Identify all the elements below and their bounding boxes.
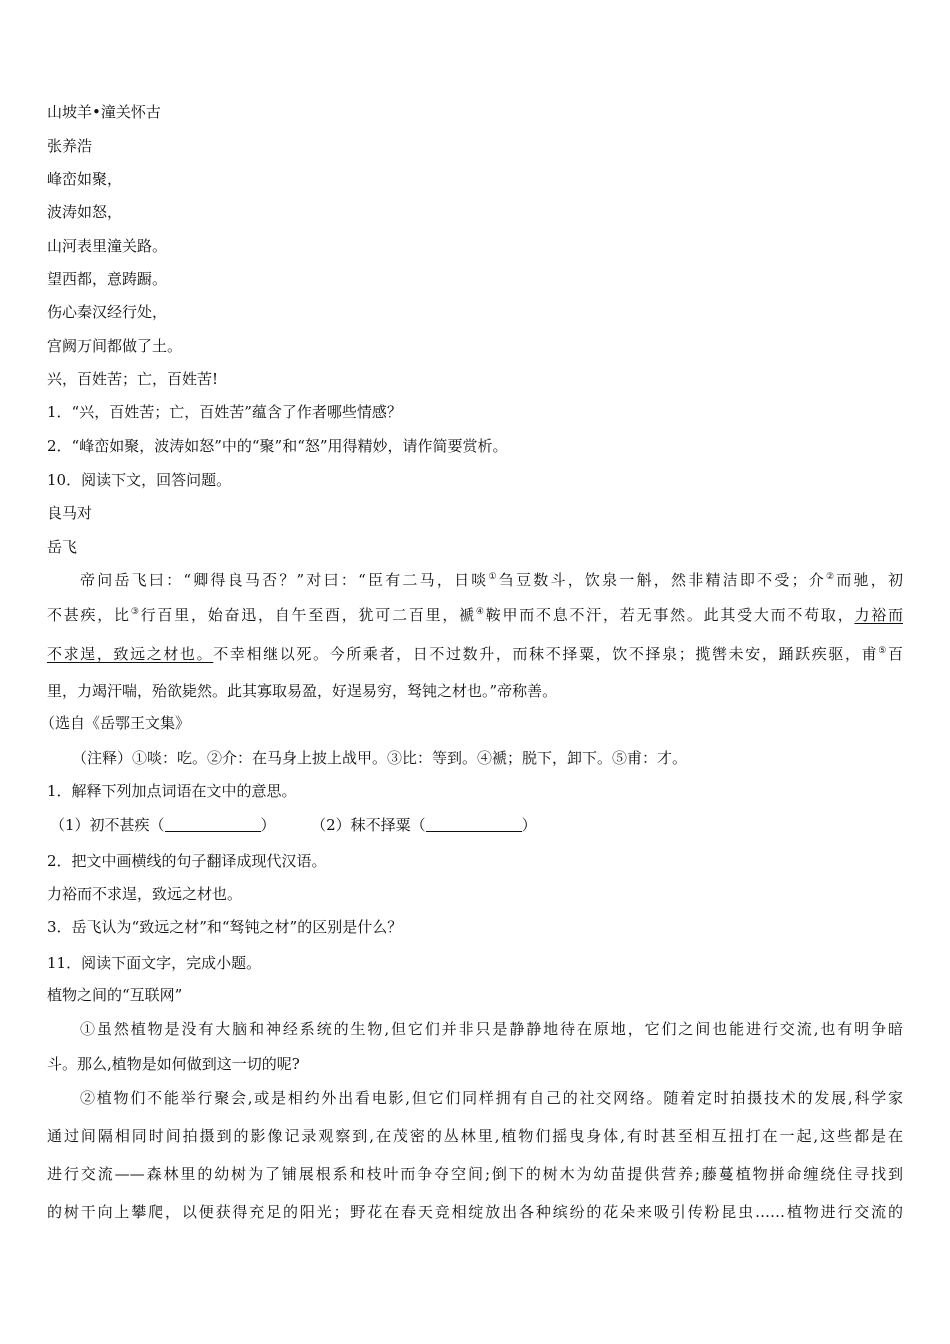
annotation: （注释）①啖：吃。②介：在马身上披上战甲。③比：等到。④褫；脱下，卸下。⑤甫：才。 bbox=[72, 749, 688, 767]
poem-question-2: 2．“峰峦如聚，波涛如怒”中的“聚”和“怒”用得精妙，请作简要赏析。 bbox=[47, 437, 508, 455]
poem-line: 波涛如怒， bbox=[47, 203, 123, 221]
passage-line: 不求逞，致远之材也。不幸相继以死。今所乘者，日不过数升，而秣不择粟，饮不择泉；揽辔未安，踊跃疾驱，甫⑤百 bbox=[47, 645, 903, 663]
q11-heading: 11．阅读下面文字，完成小题。 bbox=[47, 954, 262, 972]
poem-line: 宫阙万间都做了土。 bbox=[47, 337, 183, 355]
fill-in-blanks: （1）初不甚疾（ ） （2）秣不择粟（ ） bbox=[50, 816, 537, 834]
source-note: （选自《岳鄂王文集》 bbox=[40, 714, 191, 732]
passage-line: 里，力竭汗喘，殆欲毙然。此其寡取易盈，好逞易穷，驽钝之材也。”帝称善。 bbox=[47, 682, 558, 700]
q10-title: 良马对 bbox=[47, 504, 93, 522]
poem-line: 兴，百姓苦；亡，百姓苦! bbox=[47, 370, 219, 388]
poem-question-1: 1．“兴，百姓苦；亡，百姓苦”蕴含了作者哪些情感？ bbox=[47, 403, 402, 421]
passage-line: 斗。那么,植物是如何做到这一切的呢? bbox=[47, 1055, 300, 1073]
answer-blank-2[interactable] bbox=[426, 817, 522, 832]
poem-author: 张养浩 bbox=[47, 137, 93, 155]
q10-author: 岳飞 bbox=[47, 538, 78, 556]
poem-line: 山河表里潼关路。 bbox=[47, 237, 168, 255]
footnote-mark: ② bbox=[826, 572, 837, 582]
passage-line: 的树干向上攀爬，以便获得充足的阳光；野花在春天竞相绽放出各种缤纷的花朵来吸引传粉昆虫……植物进行交流的 bbox=[47, 1203, 903, 1221]
q10-question-3: 3．岳飞认为“致远之材”和“驽钝之材”的区别是什么？ bbox=[47, 918, 403, 936]
passage-line: ①虽然植物是没有大脑和神经系统的生物,但它们并非只是静静地待在原地，它们之间也能进行交流,也有明争暗 bbox=[80, 1020, 903, 1038]
q11-title: 植物之间的“互联网” bbox=[47, 986, 183, 1004]
footnote-mark: ⑤ bbox=[878, 646, 888, 656]
passage-line: ②植物们不能举行聚会,或是相约外出看电影,但它们同样拥有自己的社交网络。随着定时拍摄技术的发展,科学家 bbox=[80, 1089, 903, 1107]
q10-question-1: 1．解释下列加点词语在文中的意思。 bbox=[47, 782, 297, 800]
footnote-mark: ④ bbox=[475, 607, 486, 617]
poem-line: 伤心秦汉经行处， bbox=[47, 303, 168, 321]
q10-heading: 10．阅读下文，回答问题。 bbox=[47, 471, 232, 489]
passage-line: 帝问岳飞曰：“卿得良马否？”对曰：“臣有二马，日啖①刍豆数斗，饮泉一斛，然非精洁即不受；介②而驰，初 bbox=[80, 571, 903, 589]
passage-line: 进行交流——森林里的幼树为了铺展根系和枝叶而争夺空间;倒下的树木为幼苗提供营养;藤蔓植物拼命缠绕住寻找到 bbox=[47, 1165, 903, 1183]
passage-line: 通过间隔相同时间拍摄到的影像记录观察到,在茂密的丛林里,植物们摇曳身体,有时甚至相互扭打在一起,这些都是在 bbox=[47, 1127, 903, 1145]
underlined-sentence: 不求逞，致远之材也。 bbox=[47, 645, 214, 663]
footnote-mark: ① bbox=[488, 572, 499, 582]
passage-line: 不甚疾，比③行百里，始奋迅，自午至酉，犹可二百里，褫④鞍甲而不息不汗，若无事然。此其受大而不苟取，力裕而 bbox=[47, 606, 903, 624]
q10-question-2-sentence: 力裕而不求逞，致远之材也。 bbox=[47, 885, 243, 903]
answer-blank-1[interactable] bbox=[165, 817, 261, 832]
footnote-mark: ③ bbox=[130, 607, 141, 617]
q10-question-2: 2．把文中画横线的句子翻译成现代汉语。 bbox=[47, 852, 327, 870]
poem-title: 山坡羊•潼关怀古 bbox=[47, 103, 161, 121]
underlined-sentence: 力裕而 bbox=[854, 606, 903, 624]
poem-line: 峰峦如聚， bbox=[47, 170, 123, 188]
poem-line: 望西都，意踌蹰。 bbox=[47, 270, 168, 288]
